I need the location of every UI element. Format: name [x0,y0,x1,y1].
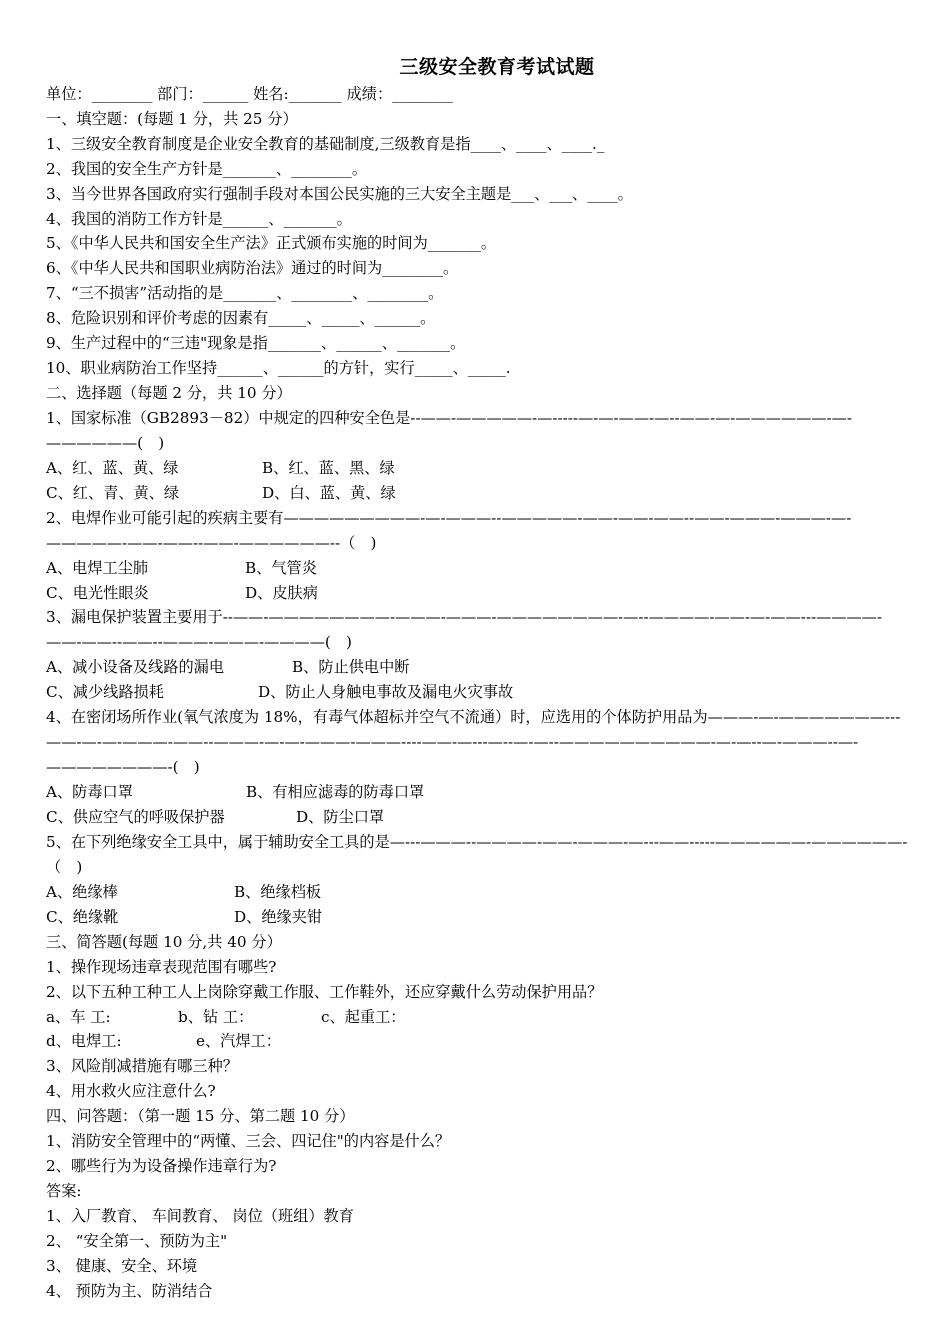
choice-3-option-c: C、减少线路损耗 [46,683,164,702]
fill-question-5: 5、《中华人民共和国安全生产法》正式颁布实施的时间为_______。 [46,234,497,253]
choice-3-option-a: A、减小设备及线路的漏电 [46,658,225,677]
trade-crane: c、起重工： [321,1007,406,1026]
choice-question-4: 4、在密闭场所作业(氧气浓度为 18%，有毒气体超标并空气不流通）时，应选用的个体防护用品为———-—-———————---——-—-—-———-——--———-—-—-———-———----——-—---—--—-—--——————————-—-—--—-———--—-————————-( ) [46,708,901,777]
trade-lathe: a、车 工: [46,1007,111,1026]
essay-question-1: 1、消防安全管理中的“两懂、三会、四记住"的内容是什么？ [46,1132,451,1151]
choice-2-option-b: B、气管炎 [245,558,317,577]
choice-question-5: 5、在下列绝缘安全工具中，属于辅助安全工具的是—---———--————-——-———-—---——-----——————-——————-（ ) [46,833,908,876]
choice-5-option-a: A、绝缘棒 [46,883,118,902]
trade-drill: b、钻 工： [178,1007,254,1026]
choice-1-options-row1 [46,456,908,481]
choice-3-options-row2 [46,680,908,705]
fill-question-6: 6、《中华人民共和国职业病防治法》通过的时间为________。 [46,259,459,278]
choice-4-option-c: C、供应空气的呼吸保护器 [46,808,225,827]
trades-row-2 [46,1029,908,1054]
section3-heading: 三、简答题(每题 10 分,共 40 分） [46,932,282,951]
short-question-4: 4、用水救火应注意什么? [46,1082,216,1101]
choice-2-option-a: A、电焊工尘肺 [46,558,149,577]
choice-question-3: 3、漏电保护装置主要用于--——-————————-———-———-————————-—--————-——-—-——---————-——-——--——--———-———-————( ) [46,608,882,652]
answer-3: 3、 健康、安全、环境 [46,1256,198,1275]
choice-5-option-c: C、绝缘靴 [46,907,119,926]
choice-1-options-row2 [46,481,908,506]
section4-heading: 四、问答题：（第一题 15 分、第二题 10 分） [46,1107,355,1126]
fill-question-8: 8、危险识别和评价考虑的因素有_____、_____、______。 [46,309,436,328]
answer-2: 2、 “安全第一、预防为主" [46,1231,228,1250]
choice-4-option-a: A、防毒口罩 [46,783,133,802]
trades-row-1 [46,1005,908,1030]
answers-heading: 答案: [46,1181,82,1200]
choice-5-option-d: D、绝缘夹钳 [234,907,323,926]
fill-question-2: 2、我国的安全生产方针是_______、________。 [46,159,368,178]
choice-1-option-d: D、白、蓝、黄、绿 [262,483,396,502]
choice-3-option-d: D、防止人身触电事故及漏电火灾事故 [258,683,514,702]
section2-heading: 二、选择题（每题 2 分，共 10 分） [46,383,292,402]
essay-question-2: 2、哪些行为为设备操作违章行为? [46,1157,277,1175]
choice-2-option-c: C、电光性眼炎 [46,583,149,602]
choice-1-option-c: C、红、青、黄、绿 [46,483,180,502]
fill-question-3: 3、当今世界各国政府实行强制手段对本国公民实施的三大安全主题是___、___、____。 [46,184,633,203]
section1-heading: 一、填空题：(每题 1 分，共 25 分） [46,109,298,128]
choice-4-option-b: B、有相应滤毒的防毒口罩 [246,783,425,802]
choice-2-option-d: D、皮肤病 [245,583,318,602]
short-question-2: 2、以下五种工种工人上岗除穿戴工作服、工作鞋外，还应穿戴什么劳动保护用品？ [46,982,603,1001]
answer-1: 1、入厂教育、 车间教育、 岗位（班组）教育 [46,1206,354,1225]
trade-gas-welder: e、汽焊工： [196,1032,281,1051]
choice-4-option-d: D、防尘口罩 [296,808,385,827]
fill-question-10: 10、职业病防治工作坚持______、______的方针，实行_____、_____. [46,358,511,377]
short-question-3: 3、风险削减措施有哪三种？ [46,1057,238,1076]
choice-4-options-row1 [46,780,908,805]
choice-4-options-row2 [46,805,908,830]
choice-1-option-a: A、红、蓝、黄、绿 [46,458,179,477]
fill-question-7: 7、“三不损害”活动指的是_______、________、________。 [46,284,444,303]
answer-4: 4、 预防为主、防消结合 [46,1281,213,1300]
choice-5-options-row2 [46,905,908,930]
choice-1-option-b: B、红、蓝、黑、绿 [262,458,395,477]
choice-3-option-b: B、防止供电中断 [292,658,410,677]
fill-question-1: 1、三级安全教育制度是企业安全教育的基础制度,三级教育是指____、____、____._ [46,134,605,153]
choice-5-option-b: B、绝缘档板 [234,883,322,902]
choice-question-2: 2、电焊作业可能引起的疾病主要有—————————-—-———--—————-——-——-——--——-———-———-—-—————-——-——--——-——————--（ ) [46,508,852,552]
exam-header-fields: 单位：________ 部门：______ 姓名:_______ 成绩：________ [46,85,453,103]
exam-document [46,52,908,1303]
short-question-1: 1、操作现场违章表现范围有哪些? [46,957,277,976]
choice-2-options-row2 [46,581,908,606]
choice-5-options-row1 [46,880,908,905]
choice-question-1: 1、国家标准（GB2893－82）中规定的四种安全色是--——-—————-—-----—-—-——-—--——-—-——————-—-——————( ) [46,408,852,452]
exam-title: 三级安全教育考试试题 [399,56,595,78]
fill-question-4: 4、我国的消防工作方针是______、_______。 [46,209,352,228]
trade-electric-welder: d、电焊工: [46,1032,122,1051]
fill-question-9: 9、生产过程中的“三违"现象是指_______、______、_______。 [46,334,466,353]
choice-3-options-row1 [46,655,908,680]
choice-2-options-row1 [46,556,908,581]
